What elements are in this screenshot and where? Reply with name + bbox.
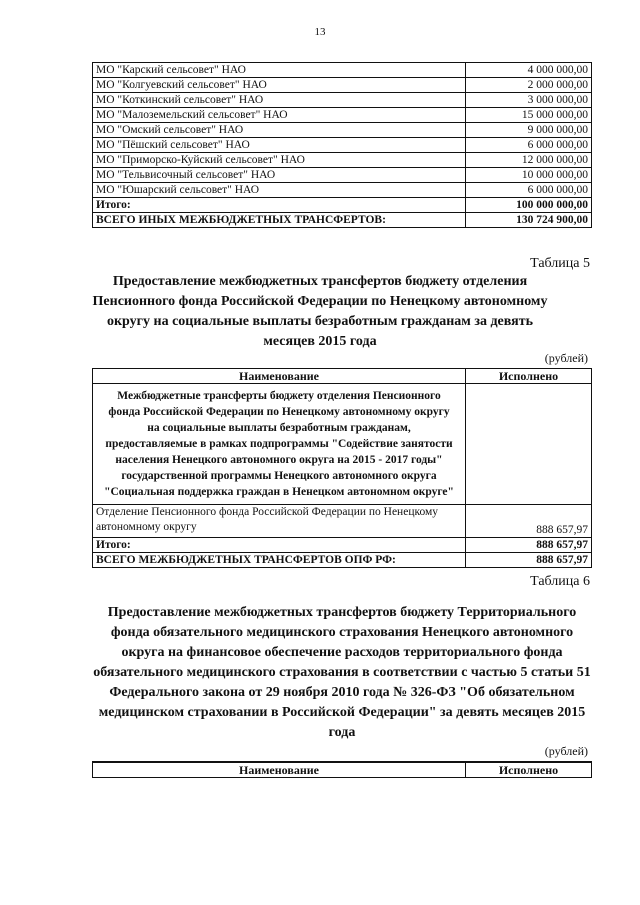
total-label: Итого: bbox=[93, 538, 466, 553]
municipality-name: МО "Тельвисочный сельсовет" НАО bbox=[93, 168, 466, 183]
grand-total-amount: 130 724 900,00 bbox=[466, 213, 592, 228]
transfer-description: Межбюджетные трансферты бюджету отделения Пенсионного фонда Российской Федерации по Ненецкому автономному округу на социальные выплаты безработным гражданам, предоставляемые в рамках подпрограммы "Содействие занятости населения Ненецкого автономного округа на 2015 - 2017 годы" государственной программы Ненецкого автономного округа "Социальная поддержка граждан в Ненецком автономном округе" bbox=[93, 384, 466, 505]
municipality-amount: 9 000 000,00 bbox=[466, 123, 592, 138]
table5-heading: Предоставление межбюджетных трансфертов бюджету отделения Пенсионного фонда Российской Федерации по Ненецкому автономному округу на социальные выплаты безработным гражданам за девять месяцев 2015 года bbox=[92, 274, 548, 349]
table5-unit: (рублей) bbox=[544, 351, 588, 365]
municipality-name: МО "Колгуевский сельсовет" НАО bbox=[93, 78, 466, 93]
municipality-name: МО "Омский сельсовет" НАО bbox=[93, 123, 466, 138]
grand-total-label: ВСЕГО ИНЫХ МЕЖБЮДЖЕТНЫХ ТРАНСФЕРТОВ: bbox=[93, 213, 466, 228]
column-header-name: Наименование bbox=[93, 762, 466, 778]
recipient-amount: 888 657,97 bbox=[466, 505, 592, 538]
table6-heading: Предоставление межбюджетных трансфертов бюджету Территориального фонда обязательного медицинского страхования Ненецкого автономного округа на финансовое обеспечение расходов территориального фонда обязательного медицинского страхования в соответствии с частью 5 статьи 51 Федерального закона от 29 ноября 2010 года № 326-ФЗ "Об обязательном медицинском страховании в Российской Федерации" за девять месяцев 2015 года bbox=[93, 605, 591, 740]
table-row bbox=[93, 505, 592, 538]
municipality-name: МО "Приморско-Куйский сельсовет" НАО bbox=[93, 153, 466, 168]
table-grand-total-row bbox=[93, 213, 592, 228]
column-header-name: Наименование bbox=[93, 369, 466, 384]
transfers-table-body bbox=[93, 63, 592, 198]
table-row bbox=[93, 168, 592, 183]
municipality-amount: 4 000 000,00 bbox=[466, 63, 592, 78]
table5-caption: Таблица 5 bbox=[530, 256, 590, 271]
table-row bbox=[93, 123, 592, 138]
table-row bbox=[93, 108, 592, 123]
table-row bbox=[93, 78, 592, 93]
municipality-amount: 6 000 000,00 bbox=[466, 138, 592, 153]
grand-total-amount: 888 657,97 bbox=[466, 553, 592, 568]
column-header-done: Исполнено bbox=[466, 369, 592, 384]
total-amount: 888 657,97 bbox=[466, 538, 592, 553]
municipality-amount: 6 000 000,00 bbox=[466, 183, 592, 198]
municipality-name: МО "Малоземельский сельсовет" НАО bbox=[93, 108, 466, 123]
table-row bbox=[93, 153, 592, 168]
table-row bbox=[93, 63, 592, 78]
table-header-row bbox=[93, 369, 592, 384]
municipality-amount: 10 000 000,00 bbox=[466, 168, 592, 183]
table-row bbox=[93, 93, 592, 108]
table-grand-total-row bbox=[93, 553, 592, 568]
table-header-row bbox=[93, 762, 592, 778]
municipality-amount: 2 000 000,00 bbox=[466, 78, 592, 93]
municipality-name: МО "Юшарский сельсовет" НАО bbox=[93, 183, 466, 198]
table-row bbox=[93, 183, 592, 198]
table-total-row bbox=[93, 538, 592, 553]
grand-total-label: ВСЕГО МЕЖБЮДЖЕТНЫХ ТРАНСФЕРТОВ ОПФ РФ: bbox=[93, 553, 466, 568]
pension-fund-table bbox=[92, 368, 592, 568]
table-description-row bbox=[93, 384, 592, 505]
table-row bbox=[93, 138, 592, 153]
municipality-name: МО "Карский сельсовет" НАО bbox=[93, 63, 466, 78]
total-label: Итого: bbox=[93, 198, 466, 213]
municipality-name: МО "Коткинский сельсовет" НАО bbox=[93, 93, 466, 108]
municipality-amount: 15 000 000,00 bbox=[466, 108, 592, 123]
municipality-amount: 3 000 000,00 bbox=[466, 93, 592, 108]
column-header-done: Исполнено bbox=[466, 762, 592, 778]
medical-insurance-table bbox=[92, 761, 592, 778]
transfers-table-continuation bbox=[92, 62, 592, 228]
table6-unit: (рублей) bbox=[544, 744, 588, 758]
recipient-name: Отделение Пенсионного фонда Российской Федерации по Ненецкому автономному округу bbox=[93, 505, 466, 538]
table-total-row bbox=[93, 198, 592, 213]
description-amount-cell bbox=[466, 384, 592, 505]
municipality-name: МО "Пёшский сельсовет" НАО bbox=[93, 138, 466, 153]
table6-caption: Таблица 6 bbox=[530, 574, 590, 589]
page-number: 13 bbox=[314, 26, 326, 38]
municipality-amount: 12 000 000,00 bbox=[466, 153, 592, 168]
total-amount: 100 000 000,00 bbox=[466, 198, 592, 213]
